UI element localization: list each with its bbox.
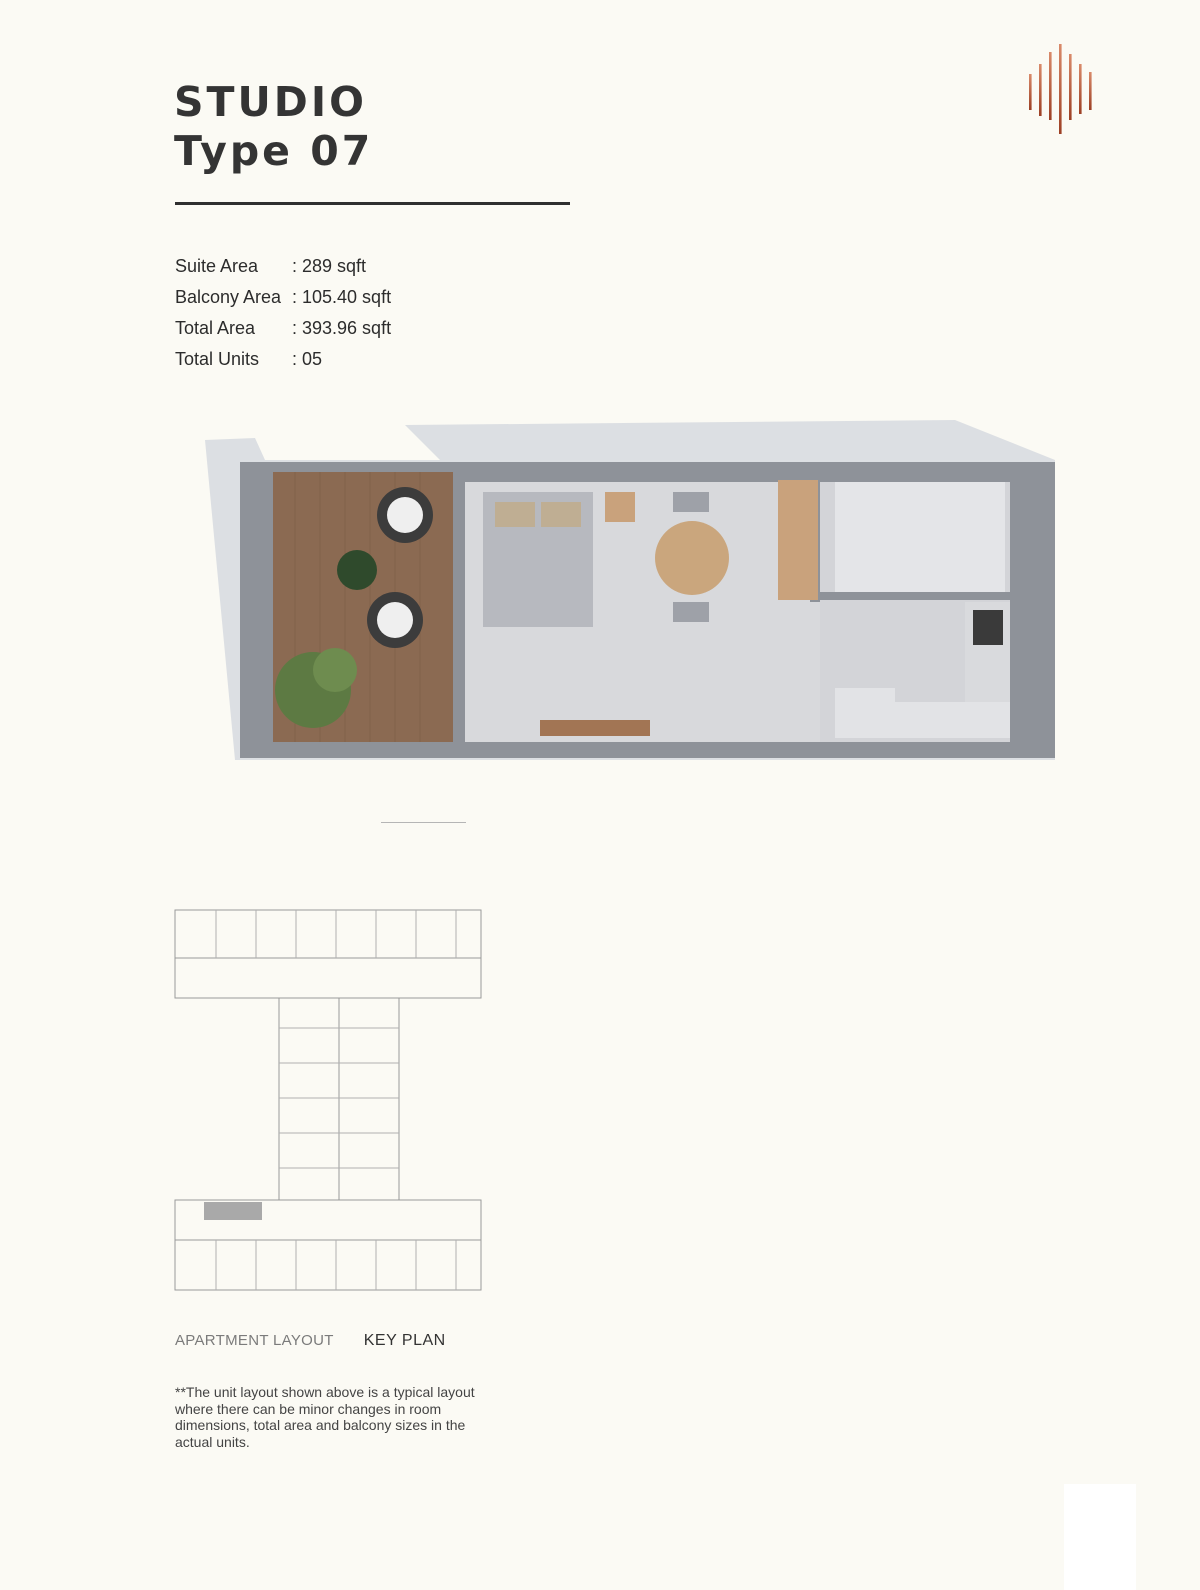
spec-row-suite-area	[175, 251, 391, 282]
title-line-2: Type 07	[174, 127, 374, 175]
spec-value: : 05	[292, 349, 323, 369]
apartment-layout-label: APARTMENT LAYOUT	[175, 1332, 334, 1349]
separator	[381, 822, 466, 823]
apartment-floor-plan	[195, 420, 1075, 770]
corner-panel	[1064, 1484, 1136, 1590]
key-plan-diagram	[174, 908, 484, 1296]
unit-specs	[175, 251, 391, 375]
spec-label: Total Units	[175, 349, 260, 369]
spec-value: : 289 sqft	[292, 256, 367, 276]
title-divider	[175, 202, 570, 205]
spec-row-total-area	[175, 313, 391, 344]
title-line-1: STUDIO	[174, 78, 367, 126]
spec-value: : 105.40 sqft	[292, 287, 392, 307]
highlighted-unit	[204, 1202, 262, 1220]
spec-label: Suite Area	[175, 256, 259, 276]
spec-row-balcony-area	[175, 282, 391, 313]
spec-value: : 393.96 sqft	[292, 318, 392, 338]
spec-label: Total Area	[175, 318, 256, 338]
key-plan-label: KEY PLAN	[363, 1332, 446, 1349]
brand-logo-icon	[1027, 44, 1097, 134]
layout-labels	[175, 1332, 446, 1350]
spec-label: Balcony Area	[175, 287, 282, 307]
disclaimer-note: **The unit layout shown above is a typical layout where there can be minor changes in room dimensions, total area and balcony sizes in the actual units.	[175, 1384, 475, 1450]
page-title	[174, 78, 373, 176]
spec-row-total-units	[175, 344, 391, 375]
